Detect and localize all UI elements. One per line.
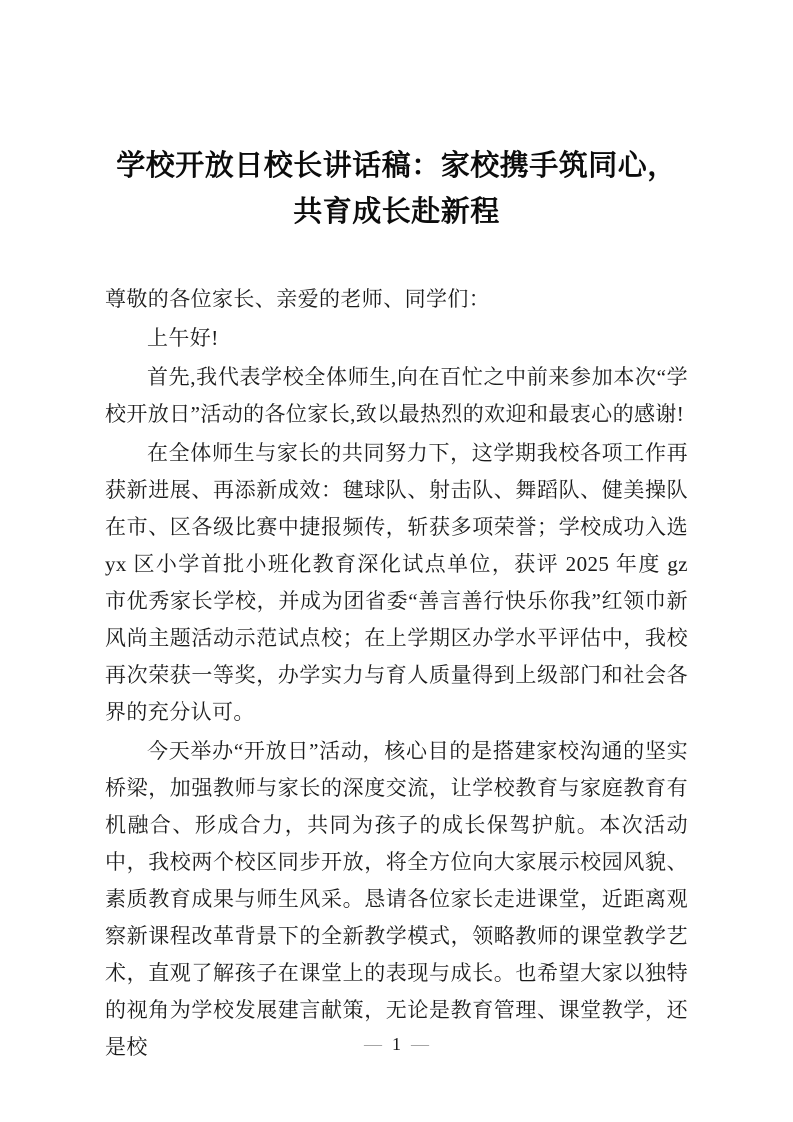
footer-left-dash: —	[364, 1034, 382, 1054]
achievements-paragraph: 在全体师生与家长的共同努力下，这学期我校各项工作再获新进展、再添新成效：毽球队、射击队、舞蹈队、健美操队在市、区各级比赛中捷报频传，斩获多项荣誉；学校成功入选 yx 区小学首批小班化教育深化试点单位，获评 2025 年度 gz 市优秀家长学校，并成为团省委“善言善行快乐你我”红领巾新风尚主题活动示范试点校；在上学期区办学水平评估中，我校再次荣获一等奖，办学实力与育人质量得到上级部门和社会各界的充分认可。	[105, 441, 688, 724]
footer-right-dash: —	[411, 1034, 429, 1054]
page-number: 1	[392, 1034, 401, 1054]
document-title	[0, 143, 793, 235]
salutation-line: 尊敬的各位家长、亲爱的老师、同学们：	[105, 287, 491, 311]
document-body	[105, 281, 688, 1066]
page-number-footer	[0, 1032, 793, 1056]
document-title-line-1: 学校开放日校长讲话稿：家校携手筑同心，	[116, 150, 677, 182]
open-day-purpose-paragraph: 今天举办“开放日”活动，核心目的是搭建家校沟通的坚实桥梁，加强教师与家长的深度交流，让学校教育与家庭教育有机融合、形成合力，共同为孩子的成长保驾护航。本次活动中，我校两个校区同步开放，将全方位向大家展示校园风貌、素质教育成果与师生风采。恳请各位家长走进课堂，近距离观察新课程改革背景下的全新教学模式，领略教师的课堂教学艺术，直观了解孩子在课堂上的表现与成长。也希望大家以独特的视角为学校发展建言献策，无论是教育管理、课堂教学，还是校	[105, 739, 688, 1059]
greeting-paragraph: 上午好!	[147, 326, 219, 350]
thanks-paragraph: 首先,我代表学校全体师生,向在百忙之中前来参加本次“学校开放日”活动的各位家长,致以最热烈的欢迎和最衷心的感谢!	[105, 365, 688, 426]
document-title-line-2: 共育成长赴新程	[293, 196, 500, 228]
